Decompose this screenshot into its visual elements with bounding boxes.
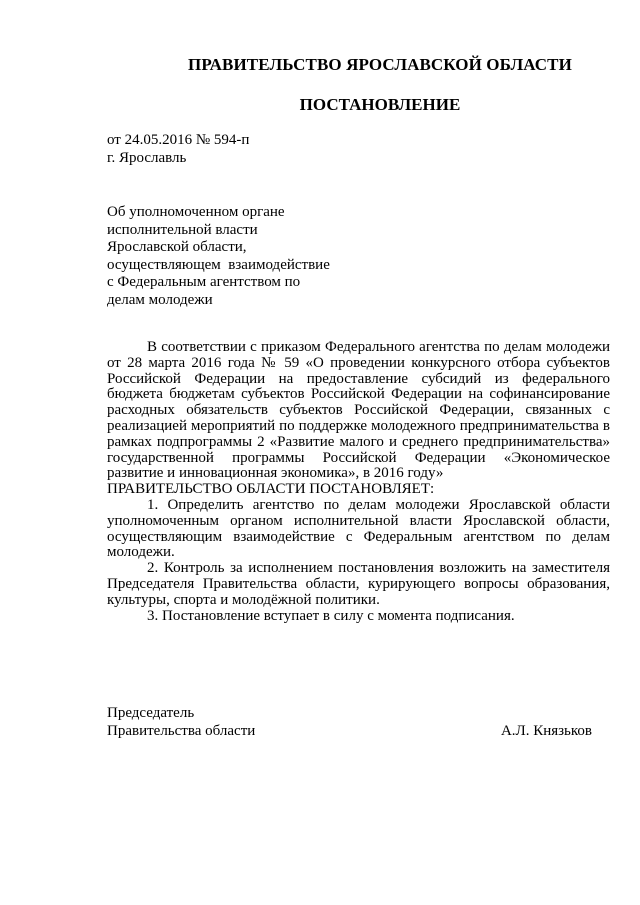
subject-line: Об уполномоченном органе — [107, 204, 285, 220]
resolution-item-2: 2. Контроль за исполнением постановления возложить на заместителя Председателя Правительства области, курирующего вопросы образования, культуры, спорта и молодёжной политики. — [107, 560, 610, 608]
organization-title: ПРАВИТЕЛЬСТВО ЯРОСЛАВСКОЙ ОБЛАСТИ — [188, 55, 572, 74]
subject-line: Ярославской области, — [107, 239, 247, 255]
resolution-item-1: 1. Определить агентство по делам молодежи Ярославской области уполномоченным органом исполнительной власти Ярославской области, осуществляющим взаимодействие с Федеральным агентством по делам молодежи. — [107, 496, 610, 561]
subject-line: исполнительной власти — [107, 221, 258, 238]
city: г. Ярославль — [107, 150, 187, 166]
subject-line: осуществляющем взаимодействие — [107, 256, 330, 273]
date-number: от 24.05.2016 № 594-п — [107, 132, 250, 148]
signatory-name: А.Л. Князьков — [500, 722, 592, 739]
preamble-paragraph: В соответствии с приказом Федерального агентства по делам молодежи от 28 марта 2016 года № 59 «О проведении конкурсного отбора субъектов Российской Федерации на предоставление субсидий из федерального бюджета бюджетам субъектов Российской Федерации на софинансирование расходных обязательств субъектов Российской Федерации, связанных с реализацией мероприятий по поддержке молодежного предпринимательства в рамках подпрограммы 2 «Развитие малого и среднего предпринимательства» государственной программы Российской Федерации «Экономическое развитие и инновационная экономика», в 2016 году» — [107, 339, 610, 482]
document-type-title: ПОСТАНОВЛЕНИЕ — [299, 95, 461, 114]
signatory-position-line2: Правительства области — [107, 722, 256, 739]
document-meta — [107, 131, 249, 167]
subject-line: делам молодежи — [107, 291, 213, 308]
document-body — [107, 340, 610, 624]
signature-row — [107, 723, 592, 741]
signature-block — [107, 705, 592, 740]
resolves-line: ПРАВИТЕЛЬСТВО ОБЛАСТИ ПОСТАНОВЛЯЕТ: — [107, 481, 435, 498]
document-subject — [107, 204, 347, 309]
resolution-item-3: 3. Постановление вступает в силу с момента подписания. — [147, 607, 515, 624]
signatory-position-line1: Председатель — [107, 705, 195, 721]
subject-line: с Федеральным агентством по — [107, 274, 301, 290]
